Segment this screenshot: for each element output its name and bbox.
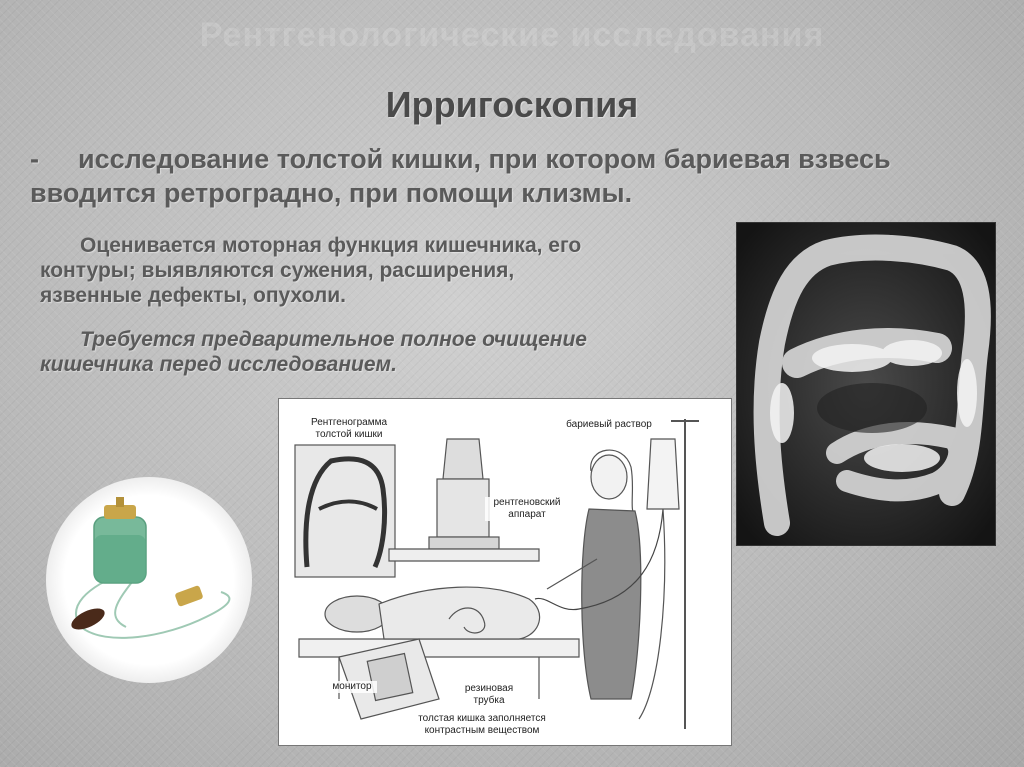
procedure-diagram <box>278 398 732 746</box>
label-rubber-tube-line2: трубка <box>473 695 505 706</box>
label-colon-filled-line2: контрастным веществом <box>424 725 540 736</box>
label-rubber-tube <box>459 683 519 707</box>
background-title: Рентгенологические исследования <box>199 16 825 54</box>
label-xray-apparatus-line2: аппарат <box>508 509 546 520</box>
label-rubber-tube-line1: резиновая <box>464 683 514 694</box>
label-xray-apparatus-line1: рентгеновский <box>493 497 561 508</box>
label-xray-title <box>297 417 401 441</box>
definition-dash: - <box>30 144 39 174</box>
paragraph-motor-function: Оценивается моторная функция кишечника, его контуры; выявляются сужения, расширения, язвенные дефекты, опухоли. <box>40 234 582 307</box>
label-colon-filled-line1: толстая кишка заполняется <box>418 713 546 724</box>
label-xray-apparatus <box>485 497 569 521</box>
label-barium-solution: бариевый раствор <box>559 419 659 431</box>
label-xray-title-line2: толстой кишки <box>315 429 383 440</box>
label-monitor: монитор <box>327 681 377 693</box>
label-colon-filled <box>407 713 557 737</box>
colon-xray-image <box>736 222 996 546</box>
enema-equipment-photo <box>46 477 252 683</box>
label-xray-title-line1: Рентгенограмма <box>310 417 388 428</box>
slide-title: Ирригоскопия <box>385 84 639 125</box>
definition-text <box>30 142 990 210</box>
definition-body: исследование толстой кишки, при котором бариевая взвесь вводится ретроградно, при помощи клизмы. <box>30 144 891 208</box>
paragraph-preparation: Требуется предварительное полное очищение кишечника перед исследованием. <box>40 328 587 376</box>
